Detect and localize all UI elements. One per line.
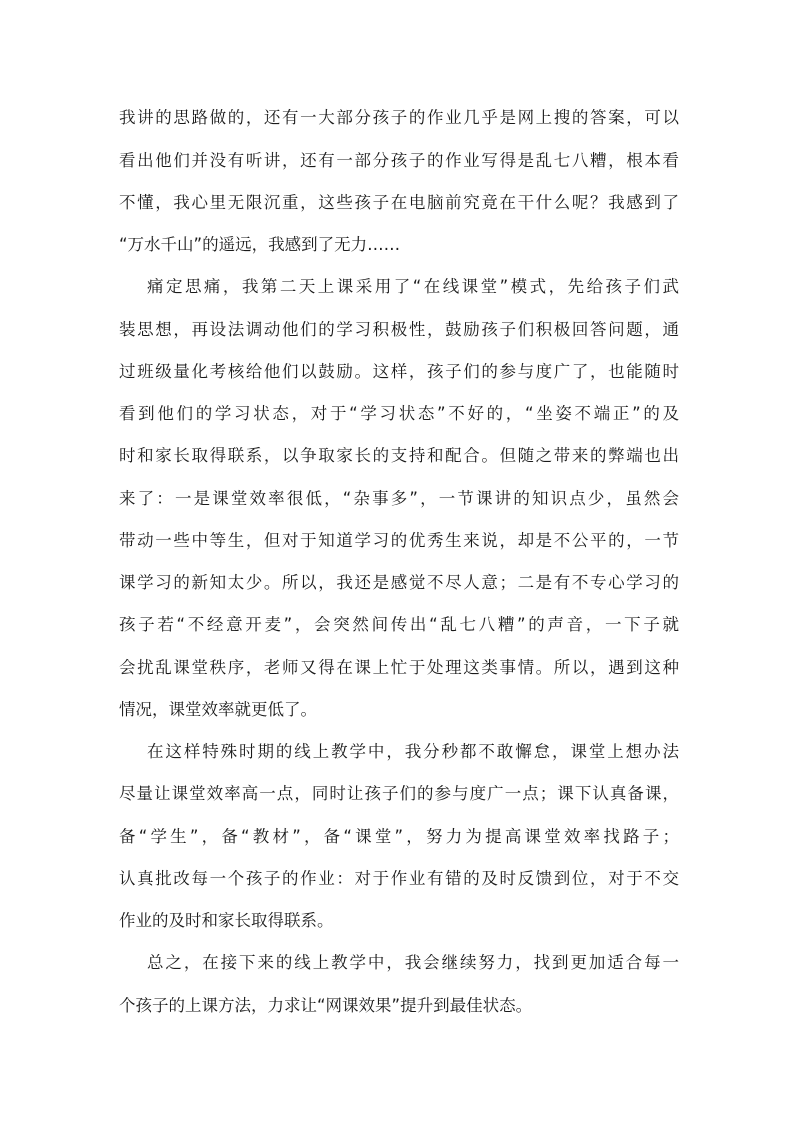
- body-text-line: 孩子若“不经意开麦”，会突然间传出“乱七八糟”的声音，一下子就: [119, 615, 679, 634]
- body-text-line: 情况，课堂效率就更低了。: [119, 700, 317, 719]
- body-text-line: 看到他们的学习状态，对于“学习状态”不好的，“坐姿不端正”的及: [119, 404, 679, 423]
- body-text-line: 过班级量化考核给他们以鼓励。这样，孩子们的参与度广了，也能随时: [119, 362, 679, 381]
- body-text-line: 作业的及时和家长取得联系。: [119, 911, 334, 930]
- paragraph-first-line: 痛定思痛，我第二天上课采用了“在线课堂”模式，先给孩子们武: [147, 277, 679, 296]
- paragraph-first-line: 在这样特殊时期的线上教学中，我分秒都不敢懈怠，课堂上想办法: [147, 742, 679, 761]
- body-text-line: 来了：一是课堂效率很低，“杂事多”，一节课讲的知识点少，虽然会: [119, 489, 679, 508]
- body-text-line: 个孩子的上课方法，力求让“网课效果”提升到最佳状态。: [119, 996, 533, 1015]
- body-text-line: 课学习的新知太少。所以，我还是感觉不尽人意；二是有不专心学习的: [119, 573, 679, 592]
- body-text-line: 带动一些中等生，但对于知道学习的优秀生来说，却是不公平的，一节: [119, 531, 679, 550]
- paragraph-first-line: 总之，在接下来的线上教学中，我会继续努力，找到更加适合每一: [147, 953, 679, 972]
- body-text-line: 不懂，我心里无限沉重，这些孩子在电脑前究竟在干什么呢？我感到了: [119, 193, 679, 212]
- body-text-line: 尽量让课堂效率高一点，同时让孩子们的参与度广一点；课下认真备课，: [119, 784, 679, 803]
- body-text-line: 会扰乱课堂秩序，老师又得在课上忙于处理这类事情。所以，遇到这种: [119, 658, 679, 677]
- body-text-line: 备“学生”，备“教材”，备“课堂”，努力为提高课堂效率找路子；: [119, 827, 679, 846]
- body-text-line: 看出他们并没有听讲，还有一部分孩子的作业写得是乱七八糟，根本看: [119, 151, 679, 170]
- body-text-line: “万水千山”的遥远，我感到了无力……: [119, 235, 401, 254]
- body-text-line: 时和家长取得联系，以争取家长的支持和配合。但随之带来的弊端也出: [119, 446, 679, 465]
- body-text-line: 认真批改每一个孩子的作业：对于作业有错的及时反馈到位，对于不交: [119, 869, 679, 888]
- body-text-line: 装思想，再设法调动他们的学习积极性，鼓励孩子们积极回答问题，通: [119, 320, 679, 339]
- body-text-line: 我讲的思路做的，还有一大部分孩子的作业几乎是网上搜的答案，可以: [119, 108, 679, 127]
